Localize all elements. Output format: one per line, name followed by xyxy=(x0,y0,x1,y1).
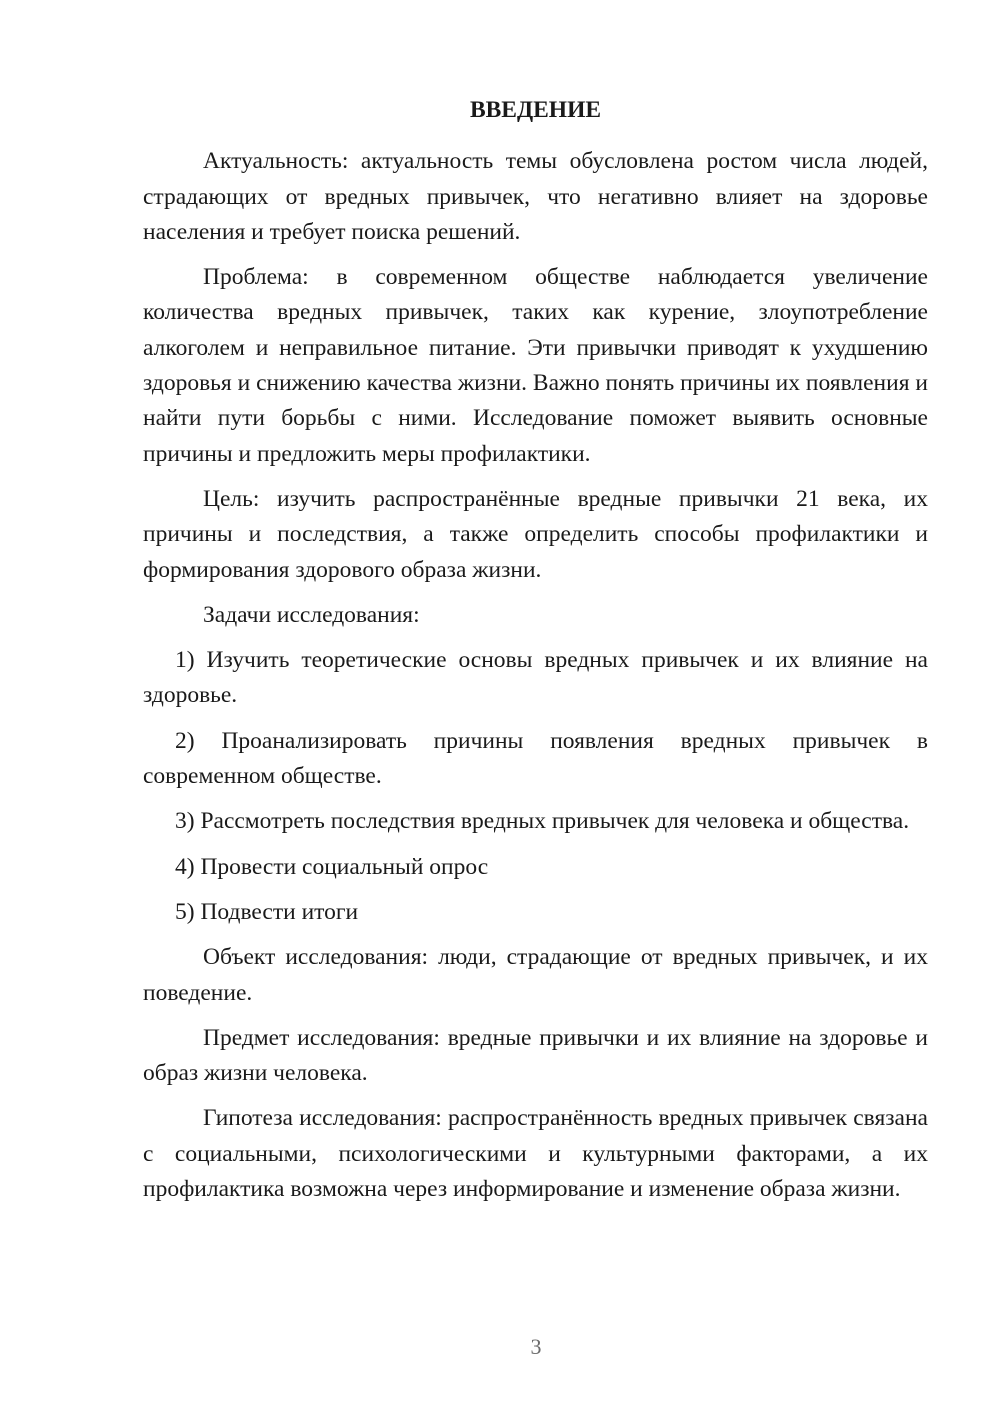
task-item: 3) Рассмотреть последствия вредных привычек для человека и общества. xyxy=(175,808,910,835)
task-item: 4) Провести социальный опрос xyxy=(175,853,489,880)
section-heading: ВВЕДЕНИЕ xyxy=(469,97,602,123)
object-paragraph: Объект исследования: люди, страдающие от вредных привычек, и их поведение. xyxy=(143,944,928,1006)
goal-paragraph: Цель: изучить распространённые вредные привычки 21 века, их причины и последствия, а также определить способы профилактики и формирования здорового образа жизни. xyxy=(143,485,928,583)
task-item: 5) Подвести итоги xyxy=(175,898,359,925)
task-item: 2) Проанализировать причины появления вредных привычек в современном обществе. xyxy=(143,727,928,790)
hypothesis-paragraph: Гипотеза исследования: распространённость вредных привычек связана с социальными, психологическими и культурными факторами, а их профилактика возможна через информирование и изменение образа жизни. xyxy=(143,1105,928,1203)
task-item: 1) Изучить теоретические основы вредных привычек и их влияние на здоровье. xyxy=(143,647,928,709)
page-number: 3 xyxy=(530,1334,542,1359)
relevance-paragraph: Актуальность: актуальность темы обусловлена ростом числа людей, страдающих от вредных привычек, что негативно влияет на здоровье населения и требует поиска решений. xyxy=(143,148,928,245)
tasks-title: Задачи исследования: xyxy=(203,601,420,628)
subject-paragraph: Предмет исследования: вредные привычки и их влияние на здоровье и образ жизни человека. xyxy=(143,1024,928,1087)
problem-paragraph: Проблема: в современном обществе наблюдается увеличение количества вредных привычек, таких как курение, злоупотребление алкоголем и неправильное питание. Эти привычки приводят к ухудшению здоровья и снижению качества жизни. Важно понять причины их появления и найти пути борьбы с ними. Исследование поможет выявить основные причины и предложить меры профилактики. xyxy=(143,264,928,467)
page-content xyxy=(143,93,928,1217)
